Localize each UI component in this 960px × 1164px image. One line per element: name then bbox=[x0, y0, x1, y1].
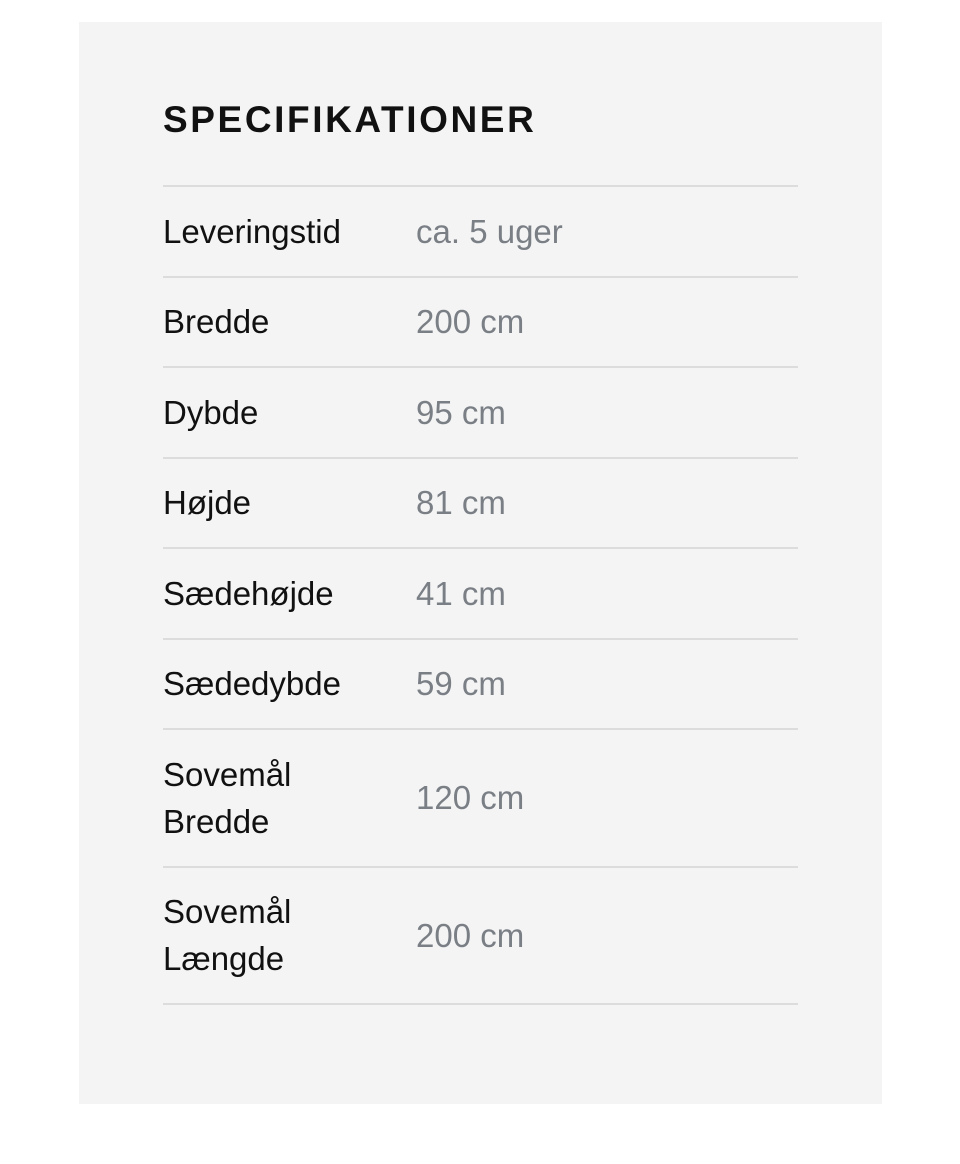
specifications-title: SPECIFIKATIONER bbox=[163, 99, 537, 140]
spec-label: Højde bbox=[163, 484, 252, 522]
spec-value: 120 cm bbox=[416, 779, 525, 817]
spec-row-depth bbox=[163, 368, 798, 459]
spec-value: 200 cm bbox=[416, 916, 525, 954]
spec-row-width bbox=[163, 278, 798, 369]
specifications-table bbox=[163, 185, 798, 1005]
specifications-panel bbox=[79, 22, 882, 1104]
spec-value: 59 cm bbox=[416, 665, 506, 703]
spec-row-sleeping-length bbox=[163, 868, 798, 1006]
spec-row-seat-depth bbox=[163, 640, 798, 731]
spec-value: 200 cm bbox=[416, 303, 525, 341]
spec-value: 41 cm bbox=[416, 574, 506, 612]
spec-label: Sovemål Længde bbox=[163, 893, 292, 978]
spec-label: Leveringstid bbox=[163, 212, 341, 250]
spec-label: Bredde bbox=[163, 303, 270, 341]
spec-value: 81 cm bbox=[416, 484, 506, 522]
spec-row-sleeping-width bbox=[163, 730, 798, 868]
spec-label: Sædehøjde bbox=[163, 574, 334, 612]
spec-row-seat-height bbox=[163, 549, 798, 640]
spec-value: ca. 5 uger bbox=[416, 212, 563, 250]
spec-label: Dybde bbox=[163, 393, 259, 431]
spec-value: 95 cm bbox=[416, 393, 506, 431]
spec-label: Sovemål Bredde bbox=[163, 755, 292, 840]
spec-label: Sædedybde bbox=[163, 665, 341, 703]
spec-row-height bbox=[163, 459, 798, 550]
spec-row-delivery-time bbox=[163, 187, 798, 278]
